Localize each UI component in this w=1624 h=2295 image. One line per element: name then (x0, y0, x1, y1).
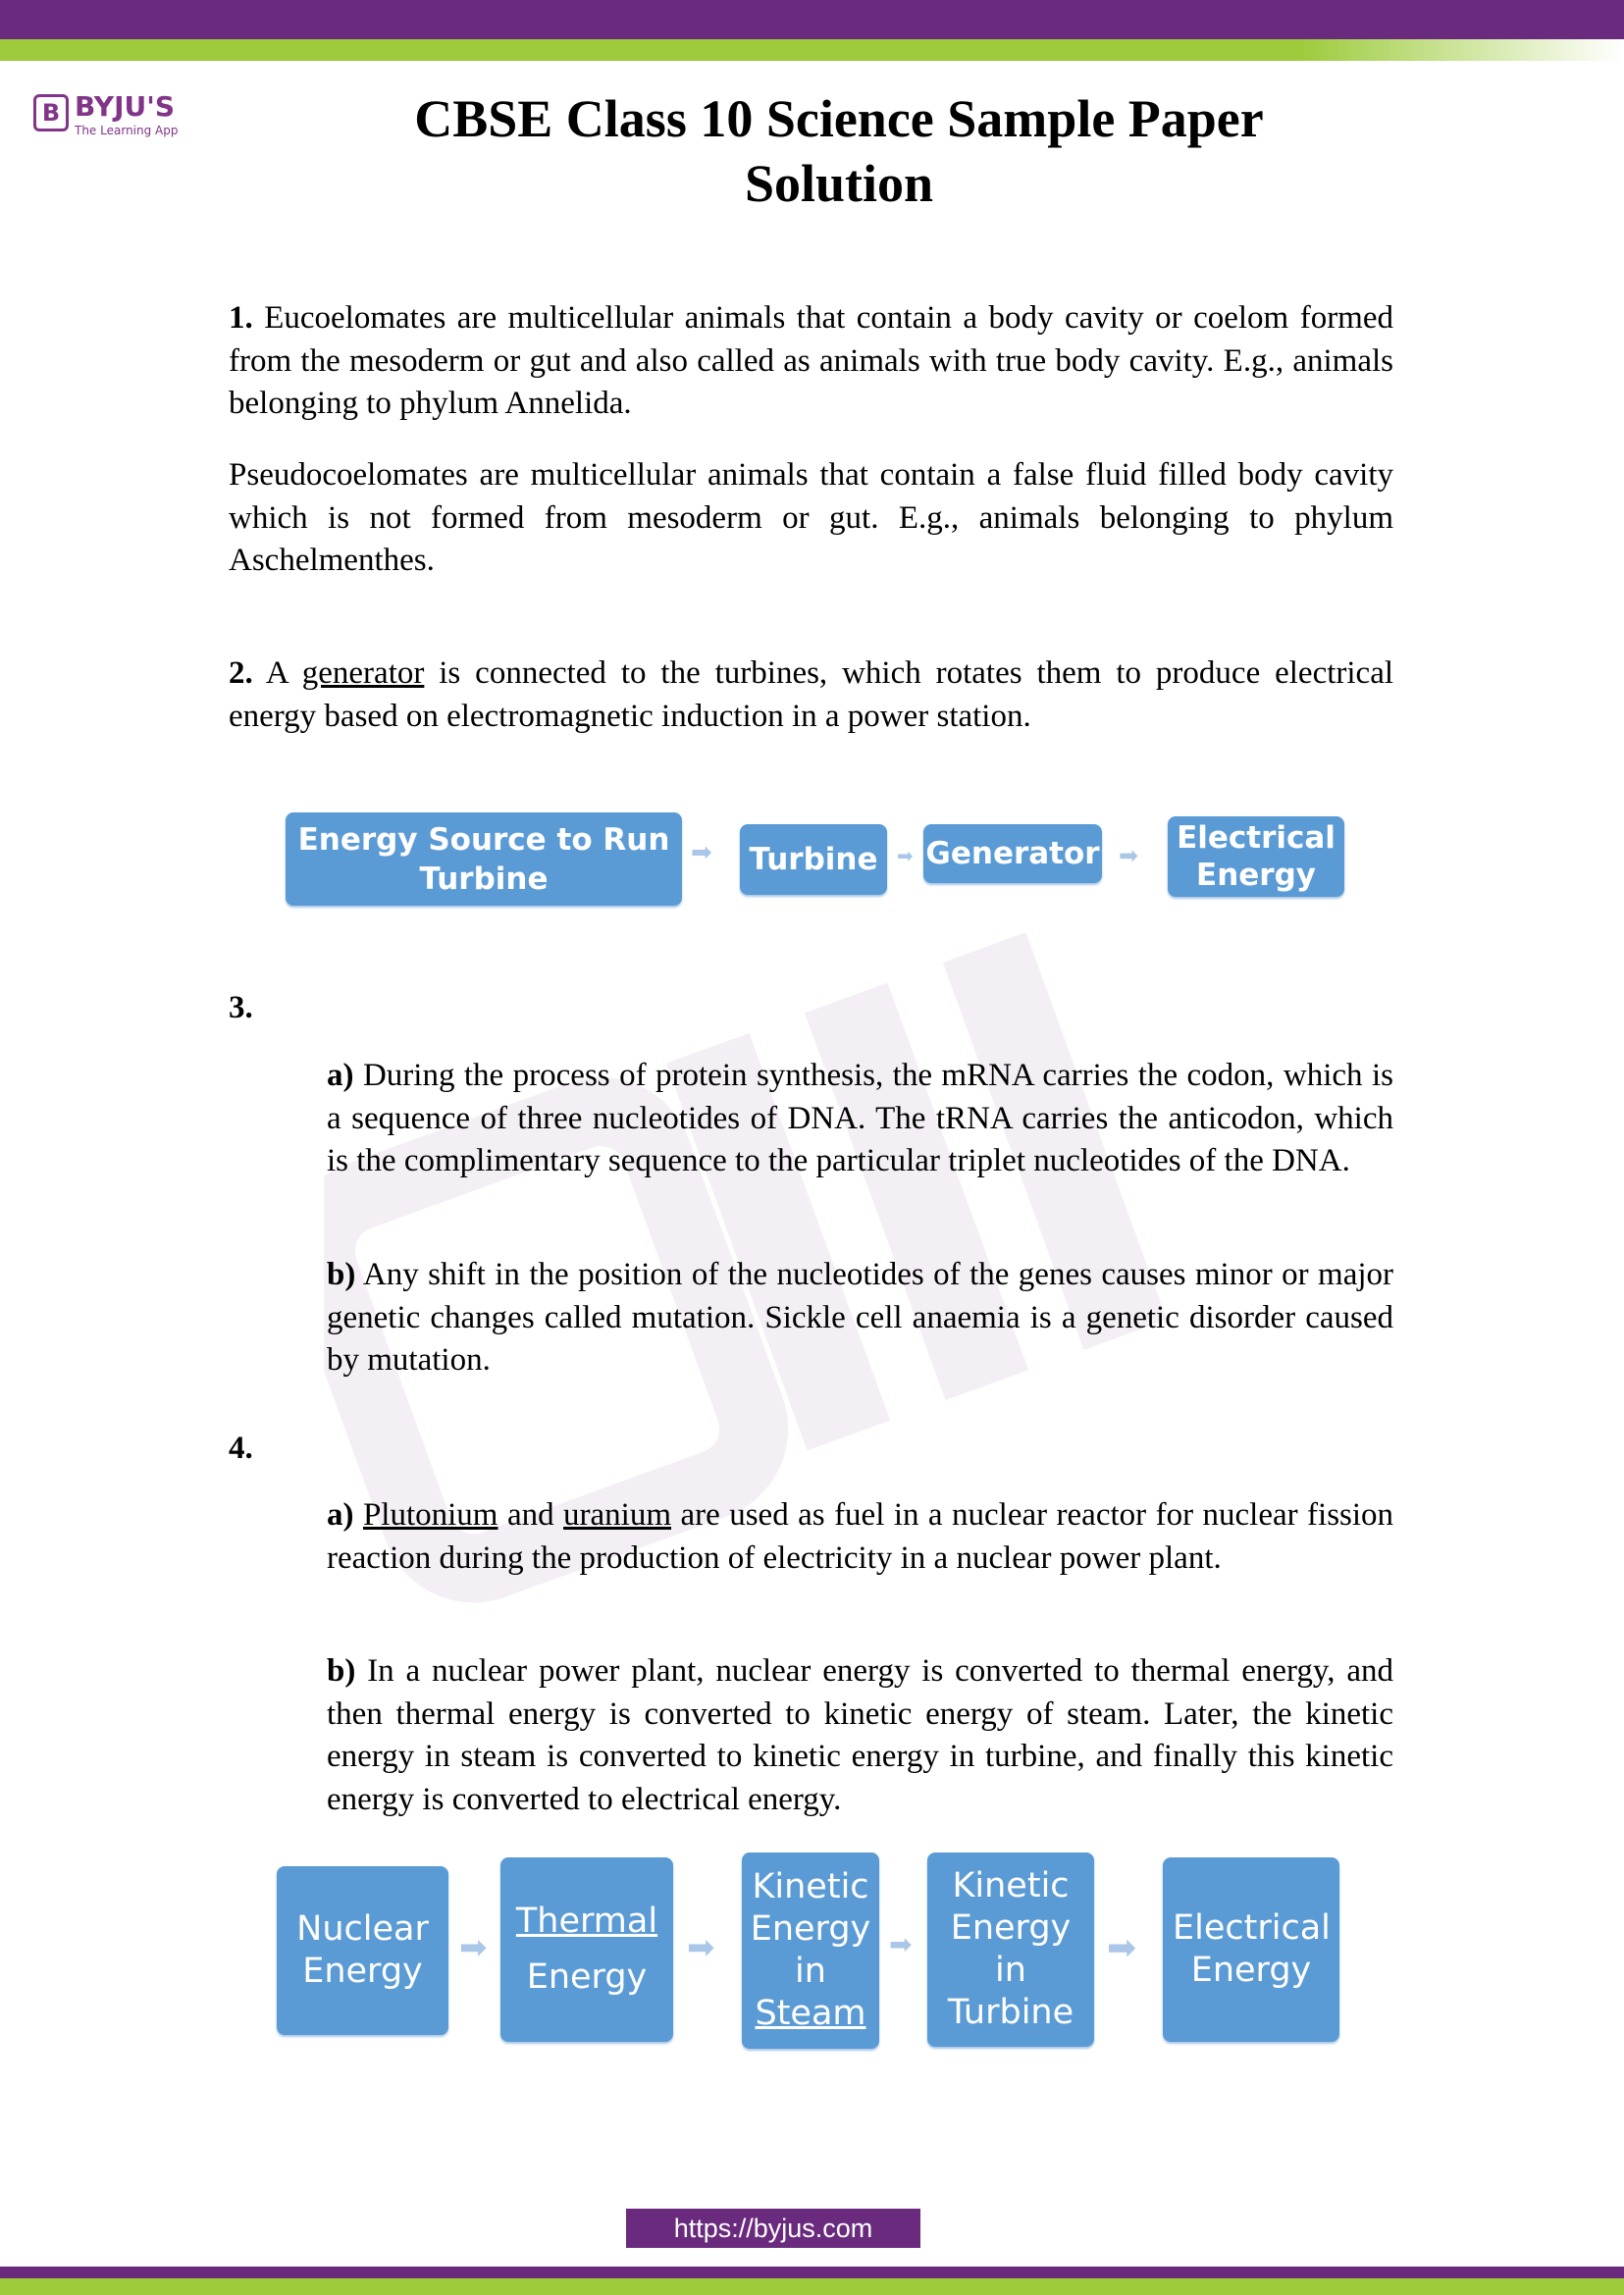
arrow-right-icon: ➡ (897, 844, 914, 867)
q3-part-a (327, 1055, 1393, 1183)
q3-number: 3. (229, 990, 253, 1025)
logo-mark: B (33, 94, 69, 131)
arrow-right-icon: ➡ (1107, 1928, 1137, 1968)
q4-part-a (327, 1494, 1393, 1580)
diagram-box-turbine: Turbine (740, 824, 887, 895)
arrow-right-icon: ➡ (691, 838, 712, 867)
q4-a-and: and (506, 1497, 554, 1533)
arrow-right-icon: ➡ (889, 1928, 913, 1960)
diagram-box-kinetic-energy-turbine: Kinetic Energy in Turbine (927, 1852, 1094, 2047)
q4-term-uranium: uranium (563, 1497, 672, 1533)
q3-b-text: Any shift in the position of the nucleotides of the genes causes minor or major genetic changes called mutation. Sickle cell anaemia is a genetic disorder caused by mutation. (327, 1257, 1393, 1378)
arrow-right-icon: ➡ (459, 1928, 488, 1967)
q2-text: is connected to the turbines, which rotates them to produce electrical energy based on electromagnetic induction in a power station. (229, 655, 1394, 734)
q4-term-plutonium: Plutonium (362, 1497, 498, 1533)
diagram-box-electrical-energy: Electrical Energy (1163, 1857, 1339, 2042)
q2-number: 2. (229, 655, 253, 691)
q1-text-1: Eucoelomates are multicellular animals that contain a body cavity or coelom formed from the mesoderm or gut and also called as animals with true body cavity. E.g., animals belonging to phylum Annelida. (229, 300, 1393, 421)
q4-part-b (327, 1650, 1393, 1821)
q2-paragraph (229, 652, 1393, 738)
diagram-box-generator: Generator (923, 824, 1102, 883)
diagram-box-nuclear-energy: Nuclear Energy (277, 1866, 448, 2035)
q3-a-text: During the process of protein synthesis, the mRNA carries the codon, which is a sequence of three nucleotides of DNA. The tRNA carries the anticodon, which is the complimentary sequence to the particular triplet nucleotides of the DNA. (327, 1058, 1393, 1178)
diagram-box-energy-source: Energy Source to Run Turbine (286, 812, 682, 906)
diagram-box-electrical-energy: Electrical Energy (1168, 816, 1344, 897)
q3-a-label: a) (327, 1058, 354, 1093)
page-title (294, 86, 1384, 216)
q4-a-label: a) (327, 1497, 354, 1533)
q3-b-label: b) (327, 1257, 356, 1292)
byjus-logo[interactable] (33, 90, 181, 141)
q2-pre: A (265, 655, 288, 691)
footer-website-link[interactable]: https://byjus.com (626, 2209, 920, 2248)
arrow-right-icon: ➡ (687, 1928, 715, 1967)
q1-paragraph-2: Pseudocoelomates are multicellular animals that contain a false fluid filled body cavity which is not formed from mesoderm or gut. E.g., animals belonging to phylum Aschelmenthes. (229, 457, 1393, 578)
bottom-band-green (0, 2278, 1624, 2295)
logo-tagline: The Learning App (75, 124, 179, 137)
q4-b-text: In a nuclear power plant, nuclear energy is converted to thermal energy, and then thermal energy is converted to kinetic energy of steam. Later, the kinetic energy in steam is converted to kinetic energy in turbine, and finally this kinetic energy is converted to electrical energy. (327, 1653, 1393, 1817)
q4-b-label: b) (327, 1653, 356, 1689)
logo-name: BYJU'S (75, 90, 175, 123)
diagram-box-kinetic-energy-steam: Kinetic Energy in Steam (742, 1852, 879, 2049)
q4-number: 4. (229, 1431, 253, 1466)
q2-term-generator: generator (301, 655, 425, 691)
title-line-1: CBSE Class 10 Science Sample Paper (414, 89, 1264, 148)
top-band-green (0, 39, 1624, 61)
diagram-box-thermal-energy: Thermal Energy (500, 1857, 673, 2042)
q3-part-b (327, 1254, 1393, 1382)
top-band-purple (0, 0, 1624, 39)
q1-paragraph-1 (229, 297, 1393, 426)
q1-number: 1. (229, 300, 253, 336)
title-line-2: Solution (744, 154, 934, 213)
q4-a-text: are used as fuel in a nuclear reactor for nuclear fission reaction during the production of electricity in a nuclear power plant. (327, 1497, 1394, 1576)
bottom-band-purple (0, 2267, 1624, 2278)
arrow-right-icon: ➡ (1119, 842, 1139, 869)
